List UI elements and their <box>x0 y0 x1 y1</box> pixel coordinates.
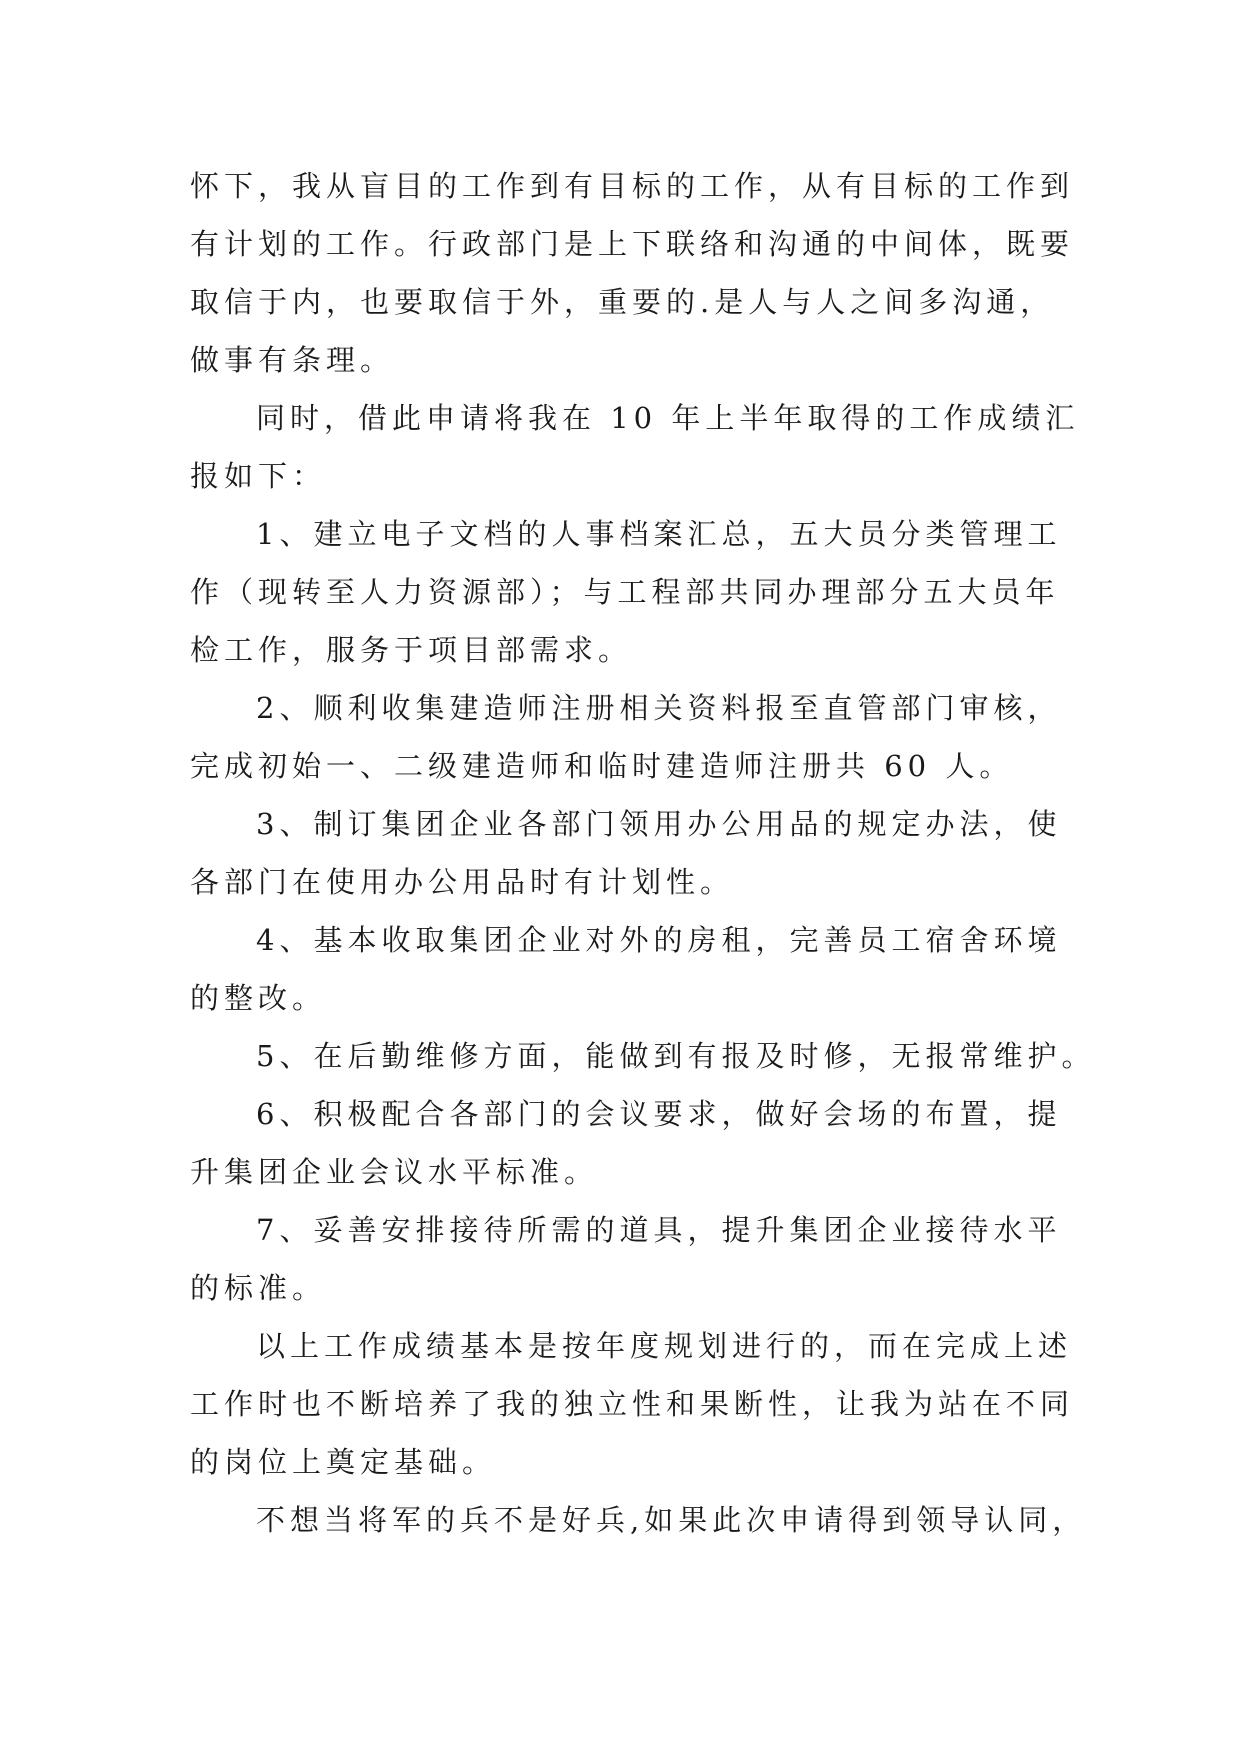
list-item-6: 6、积极配合各部门的会议要求，做好会场的布置，提 <box>256 1097 1062 1131</box>
list-item-3: 3、制订集团企业各部门领用办公用品的规定办法，使 <box>256 807 1062 841</box>
text-line: 检工作，服务于项目部需求。 <box>190 633 633 667</box>
text-line: 报如下： <box>190 459 327 493</box>
text-line: 各部门在使用办公用品时有计划性。 <box>190 865 735 899</box>
text-line: 取信于内，也要取信于外，重要的.是人与人之间多沟通， <box>190 285 1055 319</box>
paragraph-first-line: 同时，借此申请将我在 10 年上半年取得的工作成绩汇 <box>256 401 1080 435</box>
list-item-2: 2、顺利收集建造师注册相关资料报至直管部门审核， <box>256 691 1062 725</box>
text-line: 怀下，我从盲目的工作到有目标的工作，从有目标的工作到 <box>190 169 1075 203</box>
text-line: 工作时也不断培养了我的独立性和果断性，让我为站在不同 <box>190 1387 1075 1421</box>
text-line: 完成初始一、二级建造师和临时建造师注册共 60 人。 <box>190 749 1014 783</box>
text-line: 的岗位上奠定基础。 <box>190 1445 497 1479</box>
list-item-4: 4、基本收取集团企业对外的房租，完善员工宿舍环境 <box>256 923 1062 957</box>
paragraph-first-line: 以上工作成绩基本是按年度规划进行的，而在完成上述 <box>256 1329 1073 1363</box>
text-line: 的标准。 <box>190 1271 327 1305</box>
text-line: 有计划的工作。行政部门是上下联络和沟通的中间体，既要 <box>190 227 1075 261</box>
list-item-5: 5、在后勤维修方面，能做到有报及时修，无报常维护。 <box>256 1039 1096 1073</box>
paragraph-first-line: 不想当将军的兵不是好兵,如果此次申请得到领导认同， <box>256 1503 1087 1537</box>
list-item-7: 7、妥善安排接待所需的道具，提升集团企业接待水平 <box>256 1213 1062 1247</box>
text-line: 做事有条理。 <box>190 343 395 377</box>
text-line: 升集团企业会议水平标准。 <box>190 1155 599 1189</box>
text-line: 作（现转至人力资源部）；与工程部共同办理部分五大员年 <box>190 575 1060 609</box>
list-item-1: 1、建立电子文档的人事档案汇总，五大员分类管理工 <box>256 517 1062 551</box>
text-line: 的整改。 <box>190 981 327 1015</box>
